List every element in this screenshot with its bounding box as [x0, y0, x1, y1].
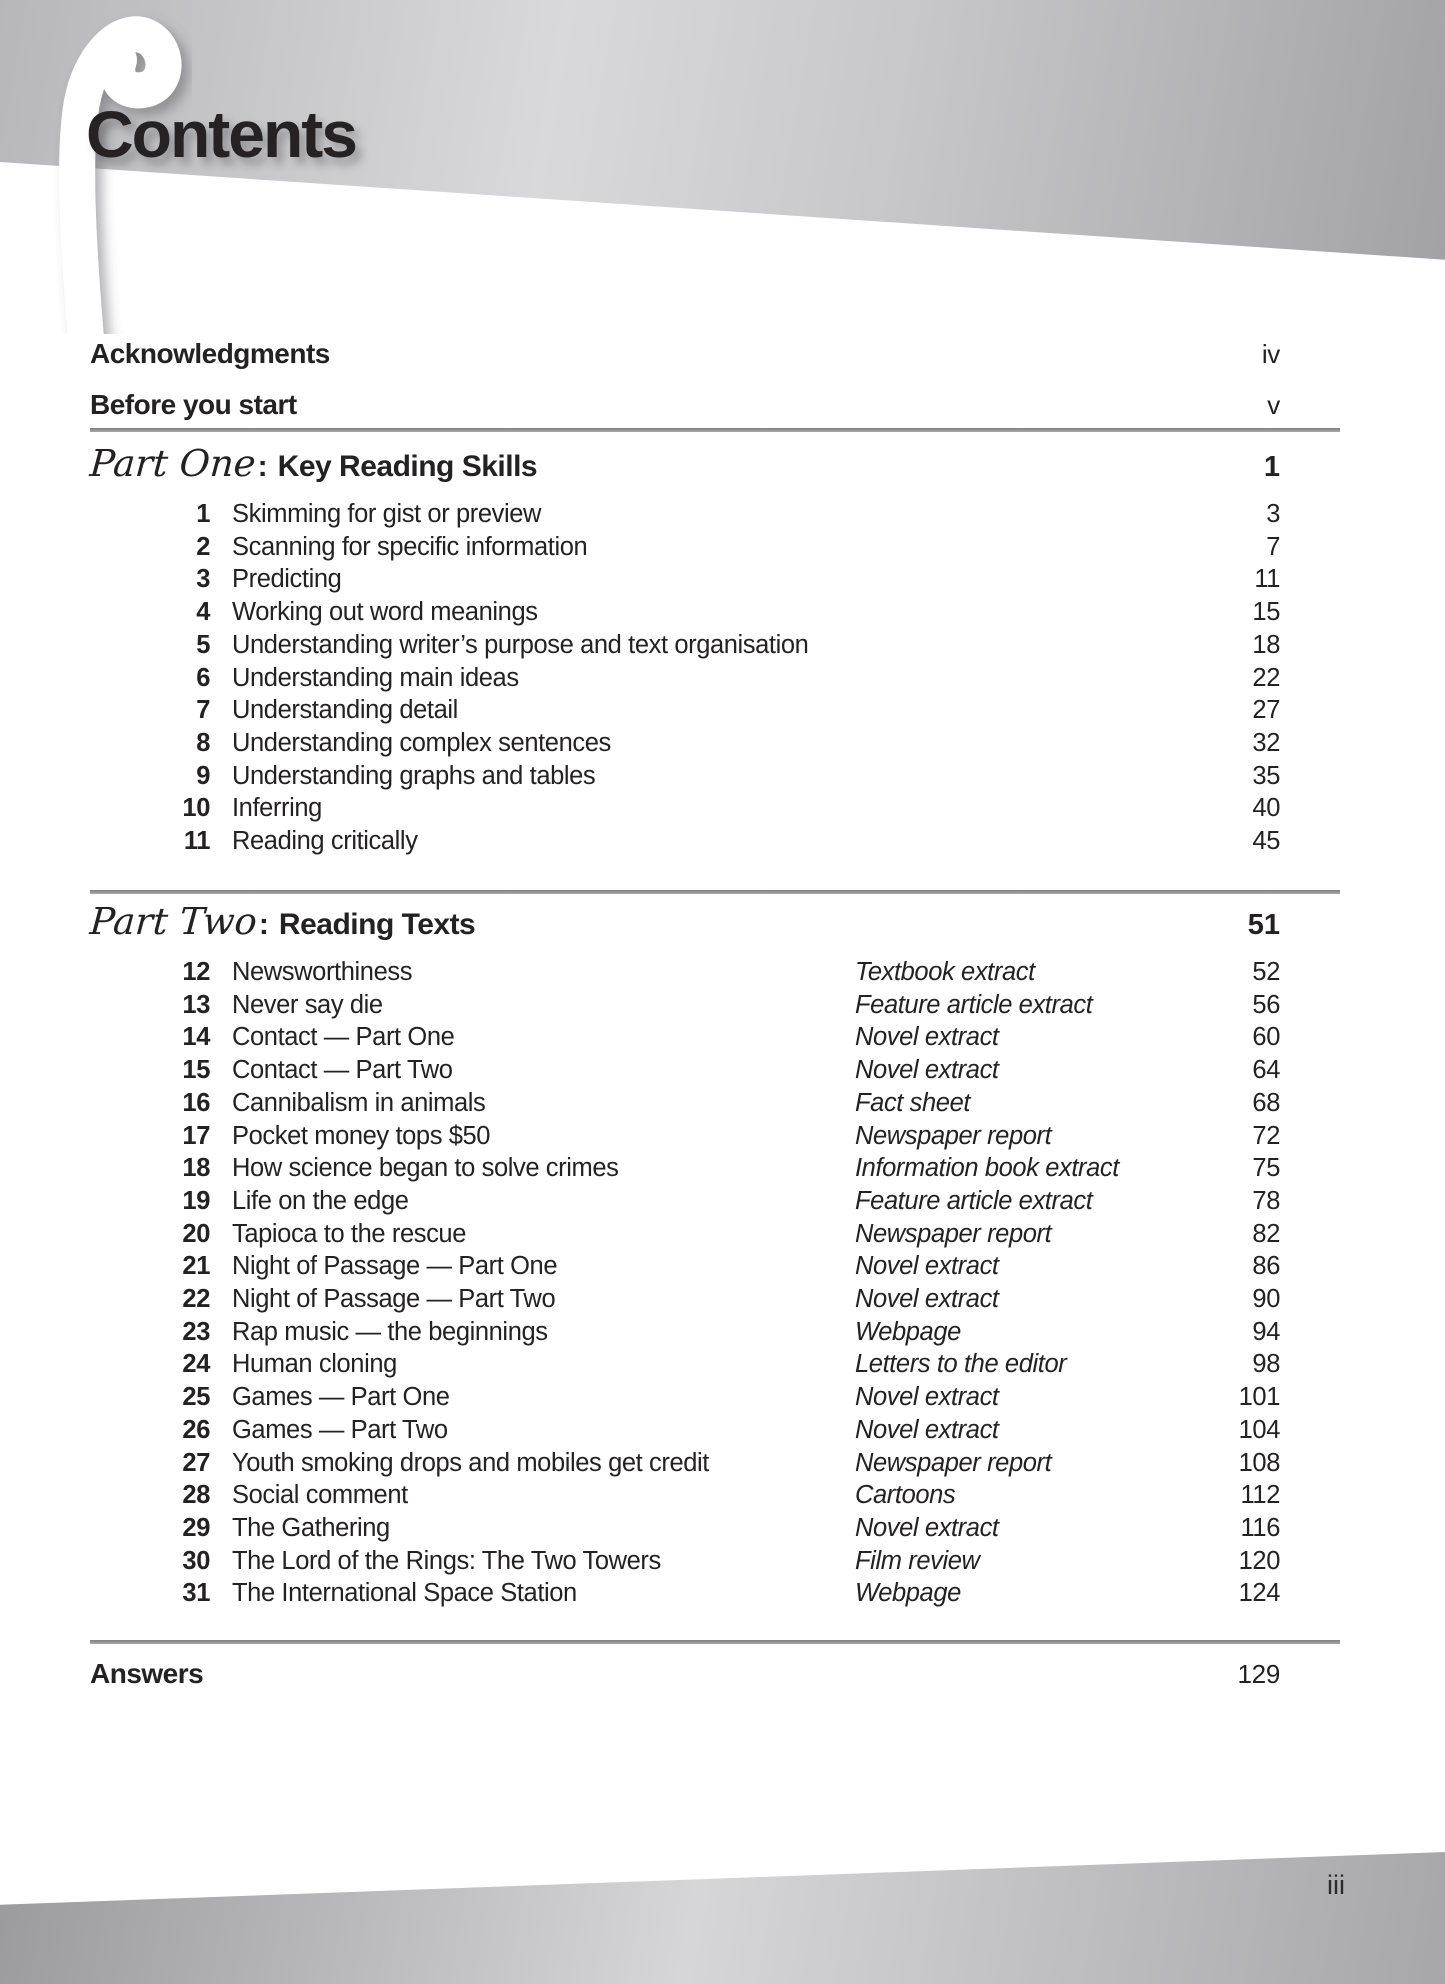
- item-text-type: Novel extract: [855, 1023, 999, 1052]
- part-name: Part One: [88, 442, 258, 485]
- toc-entry-acknowledgments: [90, 338, 1340, 370]
- item-number: 13: [182, 990, 210, 1019]
- toc-item: [90, 825, 1280, 858]
- item-page: 72: [1252, 1121, 1280, 1150]
- item-page: 64: [1252, 1056, 1280, 1085]
- item-text-type: Novel extract: [855, 1056, 999, 1085]
- toc-item: [90, 1021, 1280, 1054]
- item-title: Youth smoking drops and mobiles get credit: [232, 1448, 709, 1477]
- item-page: 78: [1252, 1186, 1280, 1215]
- part-colon: :: [257, 450, 268, 483]
- toc-item: [90, 1185, 1280, 1218]
- item-title: Skimming for gist or preview: [232, 500, 542, 528]
- item-number: 2: [196, 532, 210, 561]
- item-text-type: Novel extract: [855, 1415, 999, 1444]
- toc-item: [90, 956, 1280, 989]
- item-title: Newsworthiness: [232, 958, 413, 986]
- footer-gray-band: [0, 1852, 1445, 1984]
- item-number: 19: [182, 1186, 210, 1215]
- item-text-type: Newspaper report: [855, 1219, 1052, 1248]
- item-title: Human cloning: [232, 1350, 397, 1379]
- item-title: The Gathering: [232, 1513, 390, 1542]
- entry-page: 129: [1237, 1659, 1280, 1689]
- toc-item: [90, 1447, 1280, 1480]
- item-page: 11: [1254, 565, 1280, 594]
- toc-item: [90, 727, 1280, 760]
- item-number: 31: [182, 1579, 210, 1608]
- item-page: 40: [1252, 794, 1280, 823]
- toc-item: [90, 1087, 1280, 1120]
- toc-entry-before-you-start: [90, 389, 1340, 421]
- divider: [90, 890, 1340, 894]
- item-page: 104: [1238, 1415, 1280, 1444]
- item-text-type: Webpage: [855, 1317, 961, 1346]
- part-colon: :: [258, 908, 269, 941]
- item-page: 101: [1238, 1383, 1280, 1412]
- part-one-heading: [90, 442, 1340, 485]
- item-number: 4: [196, 598, 210, 627]
- item-text-type: Novel extract: [855, 1383, 999, 1412]
- toc-item: [90, 1316, 1280, 1349]
- item-title: The International Space Station: [232, 1579, 577, 1608]
- folio-page-number: iii: [1327, 1870, 1345, 1900]
- item-number: 27: [182, 1448, 210, 1477]
- item-number: 9: [196, 761, 210, 790]
- entry-label: Before you start: [90, 389, 297, 420]
- item-title: Predicting: [232, 565, 342, 594]
- item-title: Contact — Part Two: [232, 1056, 453, 1085]
- item-number: 26: [182, 1415, 210, 1444]
- item-number: 15: [182, 1056, 210, 1085]
- item-text-type: Fact sheet: [855, 1088, 971, 1117]
- item-text-type: Newspaper report: [855, 1448, 1052, 1477]
- toc-item: [90, 629, 1280, 662]
- item-page: 116: [1240, 1513, 1280, 1542]
- toc-item: [90, 989, 1280, 1022]
- item-page: 108: [1238, 1448, 1280, 1477]
- item-title: Life on the edge: [232, 1186, 409, 1215]
- item-number: 30: [182, 1546, 210, 1575]
- item-number: 14: [182, 1023, 210, 1052]
- item-number: 8: [196, 728, 210, 757]
- item-page: 45: [1252, 827, 1280, 856]
- toc-item: [90, 1512, 1280, 1545]
- entry-page: v: [1267, 390, 1280, 420]
- toc-item: [90, 1479, 1280, 1512]
- toc-item: [90, 1577, 1280, 1610]
- page-header: [0, 0, 1445, 300]
- item-title: Working out word meanings: [232, 598, 538, 627]
- item-title: Games — Part One: [232, 1383, 450, 1412]
- item-page: 15: [1252, 598, 1280, 627]
- toc-item: [90, 694, 1280, 727]
- item-number: 6: [196, 663, 210, 692]
- item-text-type: Feature article extract: [855, 990, 1093, 1019]
- item-title: Understanding main ideas: [232, 663, 519, 692]
- item-text-type: Information book extract: [855, 1154, 1119, 1183]
- toc-item: [90, 1250, 1280, 1283]
- toc-item: [90, 1218, 1280, 1251]
- part-one-items: [90, 498, 1340, 858]
- item-number: 22: [182, 1285, 210, 1314]
- entry-page: iv: [1261, 339, 1280, 369]
- divider: [90, 428, 1340, 432]
- item-page: 52: [1252, 958, 1280, 986]
- item-title: Understanding writer’s purpose and text organisation: [232, 630, 809, 659]
- item-number: 3: [196, 565, 210, 594]
- toc-item: [90, 498, 1280, 531]
- part-page: 51: [1247, 909, 1280, 941]
- item-page: 22: [1252, 663, 1280, 692]
- toc-item: [90, 531, 1280, 564]
- toc-item: [90, 1283, 1280, 1316]
- item-text-type: Novel extract: [855, 1513, 999, 1542]
- item-page: 68: [1252, 1088, 1280, 1117]
- item-page: 94: [1252, 1317, 1280, 1346]
- item-title: Contact — Part One: [232, 1023, 455, 1052]
- item-title: Understanding complex sentences: [232, 728, 611, 757]
- part-page: 1: [1263, 451, 1280, 483]
- item-title: Tapioca to the rescue: [232, 1219, 466, 1248]
- toc-item: [90, 1545, 1280, 1578]
- item-number: 10: [182, 794, 210, 823]
- part-two-heading: [90, 900, 1340, 943]
- item-page: 27: [1252, 696, 1280, 725]
- item-text-type: Novel extract: [855, 1285, 999, 1314]
- item-number: 23: [182, 1317, 210, 1346]
- item-page: 75: [1252, 1154, 1280, 1183]
- item-title: Inferring: [232, 794, 322, 823]
- part-name: Part Two: [88, 900, 259, 943]
- item-title: Understanding detail: [232, 696, 458, 725]
- item-number: 24: [182, 1350, 210, 1379]
- item-title: Games — Part Two: [232, 1415, 448, 1444]
- item-title: Pocket money tops $50: [232, 1121, 491, 1150]
- toc-item: [90, 760, 1280, 793]
- toc-item: [90, 1054, 1280, 1087]
- item-number: 5: [196, 630, 210, 659]
- toc-item: [90, 1120, 1280, 1153]
- item-page: 60: [1252, 1023, 1280, 1052]
- page-title: Contents: [86, 97, 356, 171]
- toc-item: [90, 662, 1280, 695]
- toc-item: [90, 1414, 1280, 1447]
- toc-item: [90, 1348, 1280, 1381]
- item-page: 18: [1252, 630, 1280, 659]
- item-text-type: Newspaper report: [855, 1121, 1052, 1150]
- item-title: Cannibalism in animals: [232, 1088, 486, 1117]
- item-text-type: Cartoons: [855, 1481, 956, 1510]
- entry-label: Answers: [90, 1658, 204, 1689]
- item-page: 112: [1240, 1481, 1280, 1510]
- item-title: The Lord of the Rings: The Two Towers: [232, 1546, 661, 1575]
- entry-label: Acknowledgments: [90, 338, 330, 369]
- item-number: 21: [182, 1252, 210, 1281]
- item-page: 124: [1238, 1579, 1280, 1608]
- item-number: 16: [182, 1088, 210, 1117]
- item-title: Rap music — the beginnings: [232, 1317, 548, 1346]
- item-page: 35: [1252, 761, 1280, 790]
- item-title: Night of Passage — Part One: [232, 1252, 558, 1281]
- toc-item: [90, 563, 1280, 596]
- toc-item: [90, 792, 1280, 825]
- item-title: Understanding graphs and tables: [232, 761, 596, 790]
- item-title: How science began to solve crimes: [232, 1154, 619, 1183]
- item-text-type: Film review: [855, 1546, 980, 1575]
- item-number: 18: [182, 1154, 210, 1183]
- item-number: 11: [183, 827, 210, 856]
- toc-entry-answers: [90, 1658, 1340, 1690]
- item-text-type: Novel extract: [855, 1252, 999, 1281]
- item-page: 82: [1252, 1219, 1280, 1248]
- divider: [90, 1640, 1340, 1644]
- item-number: 17: [182, 1121, 210, 1150]
- item-number: 25: [182, 1383, 210, 1412]
- item-text-type: Webpage: [855, 1579, 961, 1608]
- item-number: 12: [182, 958, 210, 986]
- item-page: 56: [1252, 990, 1280, 1019]
- item-number: 1: [196, 500, 210, 528]
- item-text-type: Letters to the editor: [855, 1350, 1067, 1379]
- toc-item: [90, 1152, 1280, 1185]
- item-page: 32: [1252, 728, 1280, 757]
- part-two-items: [90, 956, 1340, 1610]
- item-page: 90: [1252, 1285, 1280, 1314]
- item-title: Scanning for specific information: [232, 532, 588, 561]
- item-title: Night of Passage — Part Two: [232, 1285, 556, 1314]
- item-number: 20: [182, 1219, 210, 1248]
- part-title: Reading Texts: [278, 908, 476, 941]
- toc-item: [90, 596, 1280, 629]
- item-text-type: Feature article extract: [855, 1186, 1093, 1215]
- item-title: Reading critically: [232, 827, 418, 856]
- item-page: 120: [1238, 1546, 1280, 1575]
- item-number: 7: [196, 696, 210, 725]
- item-number: 28: [182, 1481, 210, 1510]
- part-title: Key Reading Skills: [277, 450, 538, 483]
- item-title: Social comment: [232, 1481, 408, 1510]
- item-page: 98: [1252, 1350, 1280, 1379]
- item-title: Never say die: [232, 990, 383, 1019]
- item-page: 86: [1252, 1252, 1280, 1281]
- item-page: 7: [1266, 532, 1280, 561]
- item-page: 3: [1266, 500, 1280, 528]
- item-number: 29: [182, 1513, 210, 1542]
- toc-item: [90, 1381, 1280, 1414]
- item-text-type: Textbook extract: [855, 958, 1035, 986]
